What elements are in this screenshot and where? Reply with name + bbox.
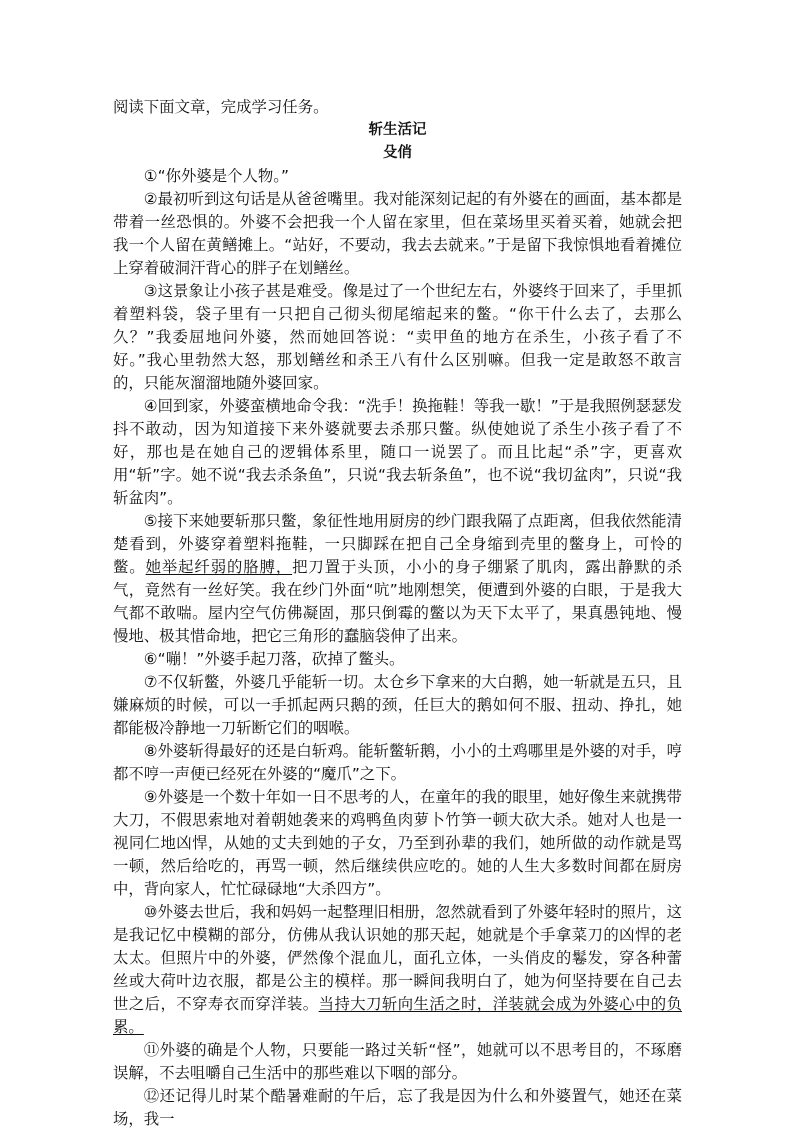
paragraph-9 xyxy=(113,786,682,901)
paragraph-text: ⑨外婆是一个数十年如一日不思考的人，在童年的我的眼里，她好像生来就携带大刀，不假思索地对着朝她袭来的鸡鸭鱼肉萝卜竹笋一顿大砍大杀。她对人也是一视同仁地凶悍，从她的丈夫到她的子女，乃至到孙辈的我们，她所做的动作就是骂一顿，然后给吃的，再骂一顿，然后继续供应吃的。她的人生大多数时间都在厨房中，背向家人，忙忙碌碌地“大杀四方”。 xyxy=(113,788,682,898)
paragraph-text: ⑫还记得儿时某个酷暑难耐的午后，忘了我是因为什么和外婆置气，她还在菜场，我一 xyxy=(113,1087,682,1128)
paragraph-text: ④回到家，外婆蛮横地命令我：“洗手！换拖鞋！等我一歇！”于是我照例瑟瑟发抖不敢动，因为知道接下来外婆就要去杀那只鳖。纵使她说了杀生小孩子看了不好，那也是在她自己的逻辑体系里，随口一说罢了。而且比起“杀”字，更喜欢用“斩”字。她不说“我去杀条鱼”，只说“我去斩条鱼”，也不说“我切盆肉”，只说“我斩盆肉”。 xyxy=(113,397,682,507)
underlined-sentence: 她举起纤弱的胳膊， xyxy=(145,558,293,576)
paragraph-4 xyxy=(113,395,682,510)
paragraph-text: ⑧外婆斩得最好的还是白斩鸡。能斩鳖斩鹅，小小的土鸡哪里是外婆的对手，哼都不哼一声便已经死在外婆的“魔爪”之下。 xyxy=(113,742,682,783)
article-author: 殳俏 xyxy=(383,145,412,161)
paragraph-text: ⑪外婆的确是个人物，只要能一路过关斩“怪”，她就可以不思考目的，不琢磨误解，不去咀嚼自己生活中的那些难以下咽的部分。 xyxy=(113,1041,682,1082)
paragraph-8 xyxy=(113,740,682,786)
task-instruction: 阅读下面文章，完成学习任务。 xyxy=(113,98,329,116)
paragraph-7 xyxy=(113,671,682,740)
paragraph-5 xyxy=(113,510,682,648)
article-title: 斩生活记 xyxy=(368,122,427,138)
paragraph-text: ③这景象让小孩子甚是难受。像是过了一个世纪左右，外婆终于回来了，手里抓着塑料袋，袋子里有一只把自己彻头彻尾缩起来的鳖。“你干什么去了，去那么久？”我委屈地问外婆，然而她回答说：“卖甲鱼的地方在杀生，小孩子看了不好。”我心里勃然大怒，那划鳝丝和杀王八有什么区别嘛。但我一定是敢怒不敢言的，只能灰溜溜地随外婆回家。 xyxy=(113,282,682,392)
paragraph-1 xyxy=(113,165,682,188)
paragraph-11 xyxy=(113,1039,682,1085)
paragraph-3 xyxy=(113,280,682,395)
paragraph-10 xyxy=(113,901,682,1039)
paragraph-6 xyxy=(113,648,682,671)
paragraph-text: ①“你外婆是个人物。” xyxy=(143,167,289,185)
article-body xyxy=(113,165,682,1131)
paragraph-12 xyxy=(113,1085,682,1131)
paragraph-2 xyxy=(113,188,682,280)
paragraph-text: 把刀置于头顶，小小的身子绷紧了肌肉，露出静默的杀气，竟然有一丝好笑。我在纱门外面“吭”地刚想笑，便遭到外婆的白眼，于是我大气都不敢喘。屋内空气仿佛凝固，那只倒霉的鳖以为天下太平了，果真愚钝地、慢慢地、极其惜命地，把它三角形的蠢脑袋伸了出来。 xyxy=(113,558,682,645)
paragraph-text: ⑦不仅斩鳖，外婆几乎能斩一切。太仓乡下拿来的大白鹅，她一斩就是五只，且嫌麻烦的时候，可以一手抓起两只鹅的颈，任巨大的鹅如何不服、扭动、挣扎，她都能极冷静地一刀斩断它们的咽喉。 xyxy=(113,673,682,737)
paragraph-text: ⑩外婆去世后，我和妈妈一起整理旧相册，忽然就看到了外婆年轻时的照片，这是我记忆中模糊的部分，仿佛从我认识她的那天起，她就是个手拿菜刀的凶悍的老太太。但照片中的外婆，俨然像个混血儿，面孔立体，一头俏皮的鬈发，穿各种蕾丝或大荷叶边衣服，都是公主的模样。那一瞬间我明白了，她为何坚持要在自己去世之后，不穿寿衣而穿洋装。 xyxy=(113,903,682,1013)
paragraph-text: ⑤接下来她要斩那只鳖，象征性地用厨房的纱门跟我隔了点距离，但我依然能清楚看到，外婆穿着塑料拖鞋，一只脚踩在把自己全身缩到壳里的鳖身上，可怜的鳖。 xyxy=(113,512,682,576)
paragraph-text: ②最初听到这句话是从爸爸嘴里。我对能深刻记起的有外婆在的画面，基本都是带着一丝恐惧的。外婆不会把我一个人留在家里，但在菜场里买着买着，她就会把我一个人留在黄鳝摊上。“站好，不要动，我去去就来。”于是留下我惊惧地看着摊位上穿着破洞汗背心的胖子在划鳝丝。 xyxy=(113,190,682,277)
paragraph-text: ⑥“嘣！”外婆手起刀落，砍掉了鳖头。 xyxy=(143,650,405,668)
underlined-sentence: 当持大刀斩向生活之时，洋装就会成为外婆心中的负累。 xyxy=(113,995,682,1036)
